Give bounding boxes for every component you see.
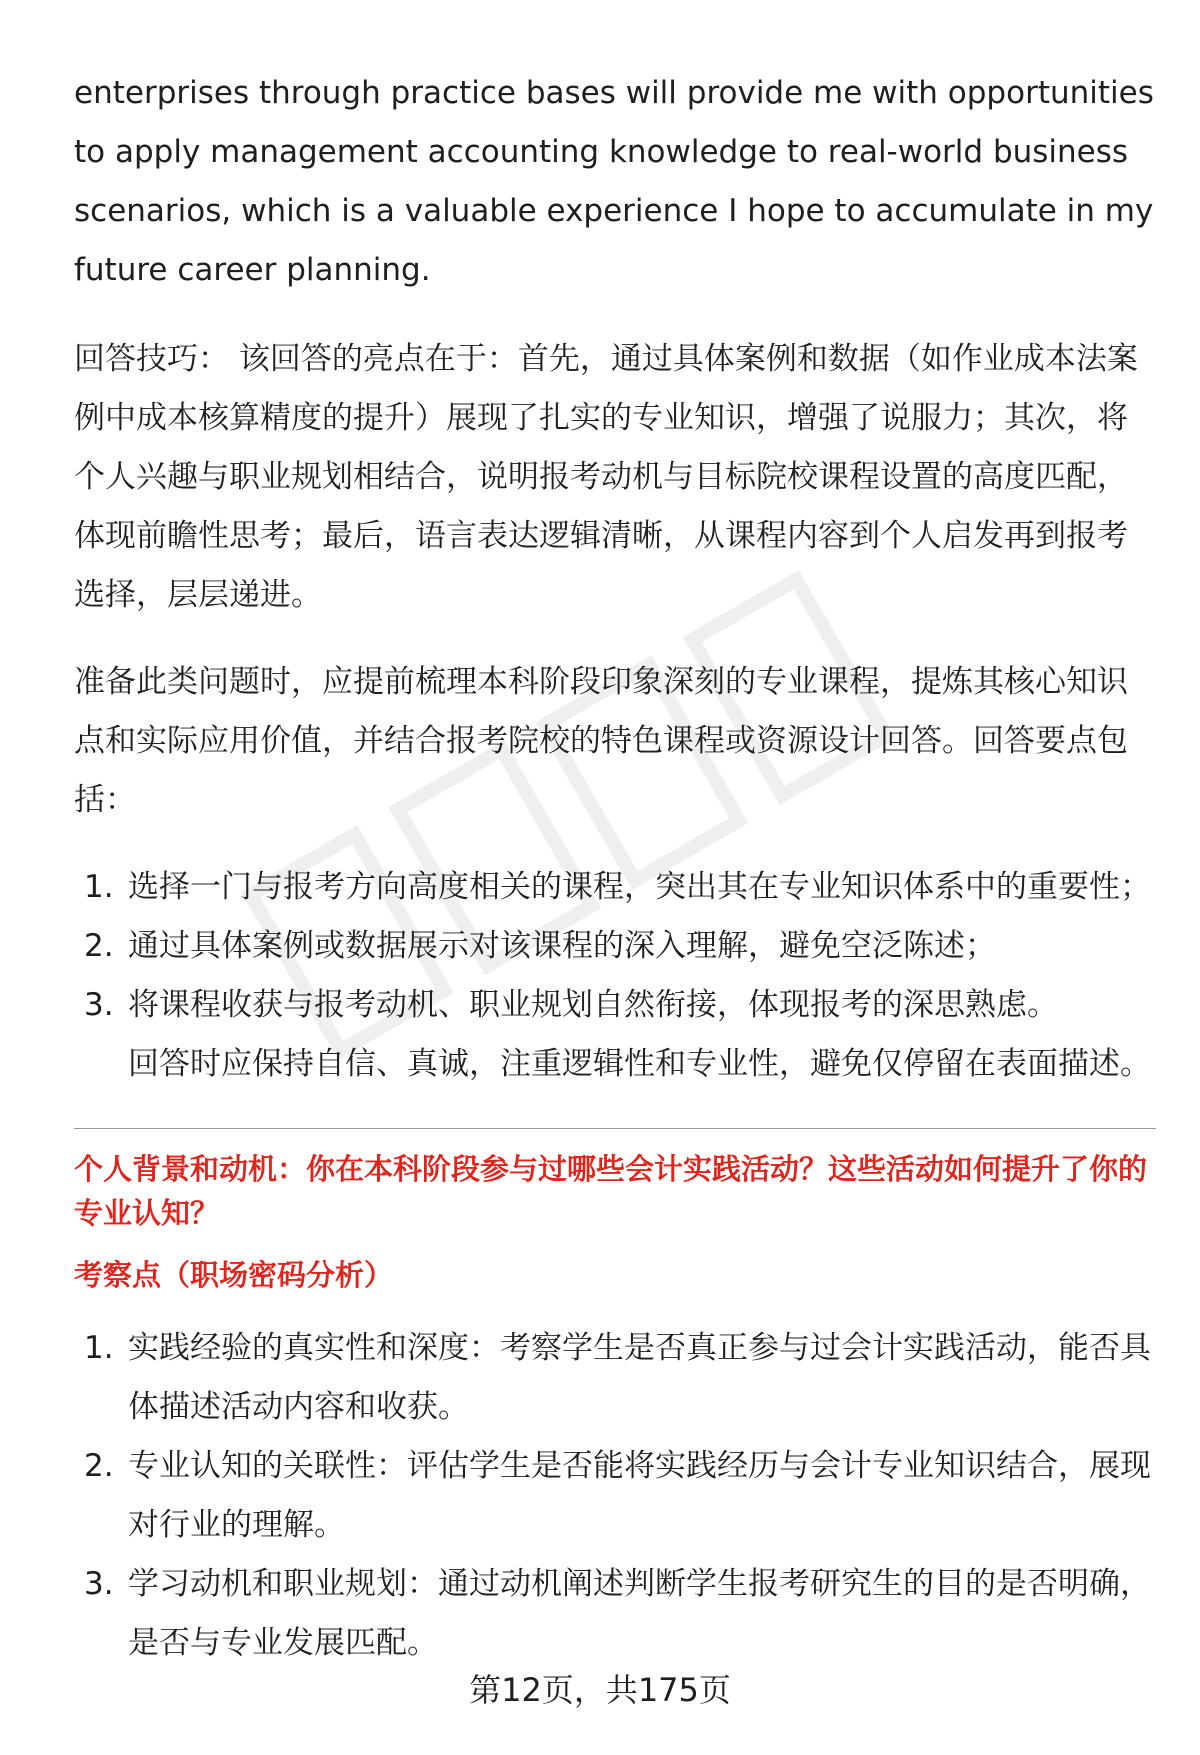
analysis-points-list xyxy=(74,1319,1156,1673)
list-item xyxy=(74,917,1156,976)
tips-paragraph: 回答技巧： 该回答的亮点在于：首先，通过具体案例和数据（如作业成本法案例中成本核算精度的提升）展现了扎实的专业知识，增强了说服力；其次，将个人兴趣与职业规划相结合，说明报考动机与目标院校课程设置的高度匹配，体现前瞻性思考；最后，语言表达逻辑清晰，从课程内容到个人启发再到报考选择，层层递进。 xyxy=(74,341,1138,613)
list-item-number: 3. xyxy=(84,1566,114,1602)
list-item-text: 实践经验的真实性和深度：考察学生是否真正参与过会计实践活动，能否具体描述活动内容和收获。 xyxy=(128,1330,1151,1425)
answer-points-list xyxy=(74,858,1156,1035)
list-item xyxy=(74,1319,1156,1437)
list-item-text: 选择一门与报考方向高度相关的课程，突出其在专业知识体系中的重要性； xyxy=(128,869,1151,905)
list-item xyxy=(74,1555,1156,1673)
analysis-subhead: 考察点（职场密码分析） xyxy=(74,1258,394,1292)
list-item-number: 3. xyxy=(84,987,114,1023)
list-item-text: 将课程收获与报考动机、职业规划自然衔接，体现报考的深思熟虑。 xyxy=(128,987,1058,1023)
section-divider xyxy=(74,1128,1156,1129)
list-item-number: 2. xyxy=(84,1448,114,1484)
page-number: 第12页，共175页 xyxy=(469,1671,731,1709)
prep-paragraph: 准备此类问题时，应提前梳理本科阶段印象深刻的专业课程，提炼其核心知识点和实际应用价值，并结合报考院校的特色课程或资源设计回答。回答要点包括： xyxy=(74,664,1128,818)
list-item-number: 1. xyxy=(84,1330,114,1366)
list-item-number: 2. xyxy=(84,928,114,964)
list-item-number: 1. xyxy=(84,869,114,905)
page-content xyxy=(74,64,1156,1673)
list-item-text: 学习动机和职业规划：通过动机阐述判断学生报考研究生的目的是否明确，是否与专业发展匹配。 xyxy=(128,1566,1151,1661)
list-item xyxy=(74,976,1156,1035)
list-item-text: 专业认知的关联性：评估学生是否能将实践经历与会计专业知识结合，展现对行业的理解。 xyxy=(128,1448,1151,1543)
list-item-text: 通过具体案例或数据展示对该课程的深入理解，避免空泛陈述； xyxy=(128,928,996,964)
question-title: 个人背景和动机：你在本科阶段参与过哪些会计实践活动？这些活动如何提升了你的专业认知？ xyxy=(74,1152,1148,1230)
list-item xyxy=(74,1437,1156,1555)
closing-line: 回答时应保持自信、真诚，注重逻辑性和专业性，避免仅停留在表面描述。 xyxy=(128,1046,1151,1082)
intro-paragraph: enterprises through practice bases will provide me with opportunities to apply management accounting knowledge to real-world business scenarios, which is a valuable experience I hope to accumulate in my future career planning. xyxy=(74,75,1154,288)
list-item xyxy=(74,858,1156,917)
